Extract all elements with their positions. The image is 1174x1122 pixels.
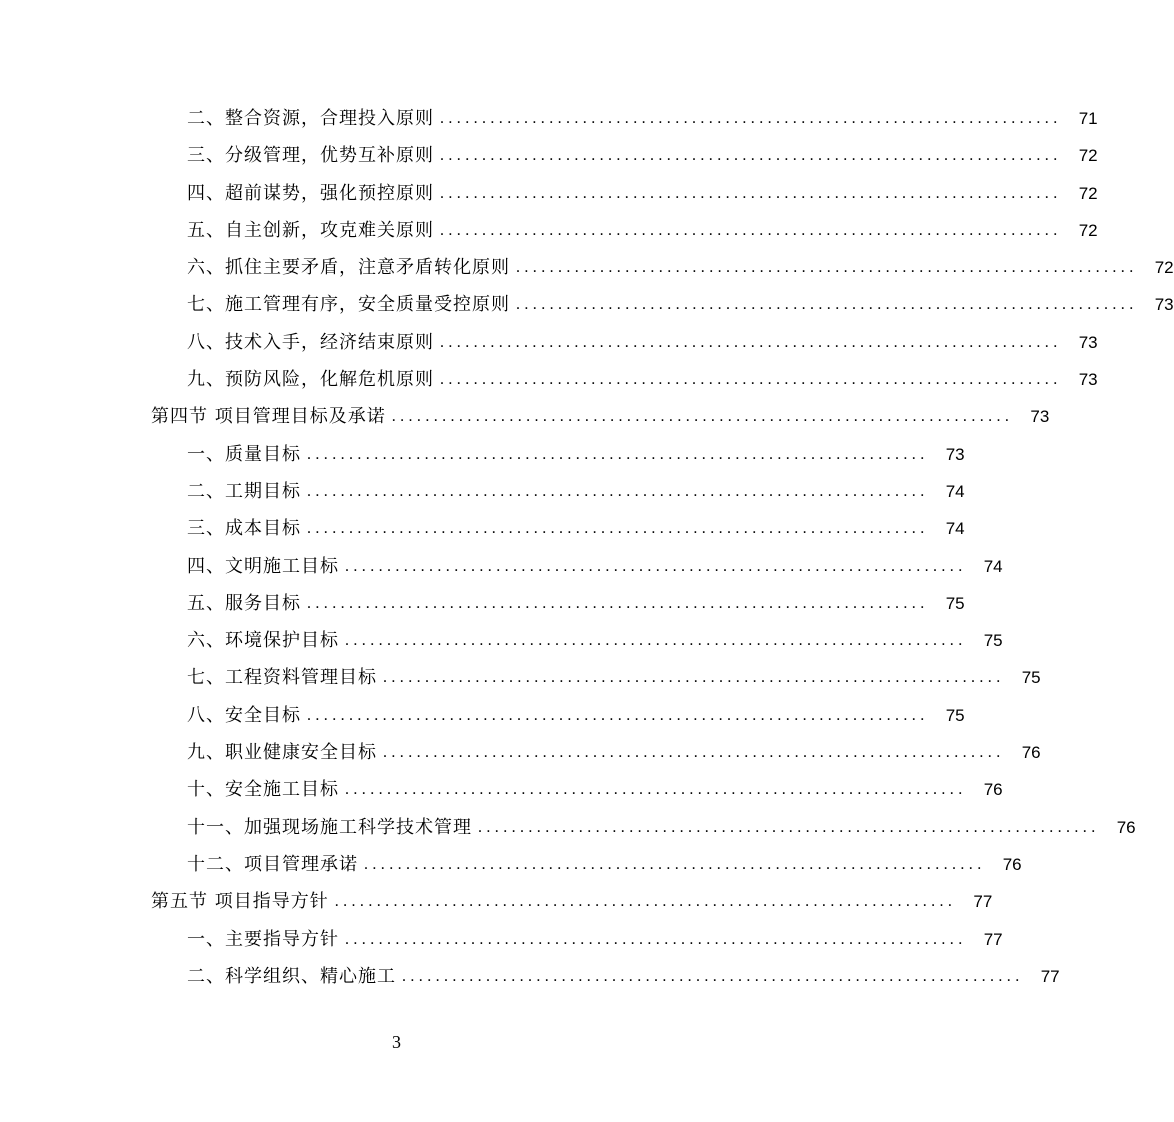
- toc-page-number: 76: [1002, 854, 1022, 874]
- toc-entry[interactable]: [0, 697, 965, 734]
- toc-entry-title: 五、服务目标: [187, 592, 301, 614]
- toc-leader-dots: ..........................................................................: [383, 744, 1005, 762]
- toc-entry[interactable]: [0, 771, 1003, 808]
- toc-entry-title: 二、整合资源，合理投入原则: [187, 108, 434, 129]
- toc-leader-dots: ..........................................................................: [345, 632, 967, 650]
- toc-entry-title: 七、工程资料管理目标: [187, 667, 377, 689]
- toc-entry[interactable]: [0, 324, 1098, 361]
- toc-section-title: 第四节 项目管理目标及承诺: [151, 406, 386, 428]
- toc-entry-title: 六、环境保护目标: [187, 630, 339, 652]
- toc-leader-dots: ..........................................................................: [345, 781, 967, 799]
- toc-leader-dots: ..........................................................................: [307, 706, 929, 724]
- toc-entry-title: 九、职业健康安全目标: [187, 742, 377, 764]
- toc-entry[interactable]: [0, 175, 1098, 212]
- toc-page-number: 73: [945, 444, 965, 464]
- toc-entry[interactable]: [0, 734, 1041, 771]
- toc-entry-title: 二、科学组织、精心施工: [187, 965, 396, 987]
- toc-page-number: 76: [1116, 817, 1136, 837]
- toc-leader-dots: ..........................................................................: [440, 184, 1062, 202]
- toc-page-number: 72: [1078, 146, 1098, 166]
- toc-entry[interactable]: [0, 622, 1003, 659]
- toc-leader-dots: ..........................................................................: [307, 445, 929, 463]
- toc-entry[interactable]: [0, 100, 1098, 137]
- toc-leader-dots: ..........................................................................: [391, 408, 1014, 426]
- toc-page-number: 77: [983, 929, 1003, 949]
- toc-page-number: 73: [1078, 370, 1098, 390]
- toc-entry-title: 二、工期目标: [187, 480, 301, 502]
- toc-entry-title: 六、抓住主要矛盾，注意矛盾转化原则: [187, 257, 510, 279]
- toc-page-number: 75: [945, 593, 965, 613]
- toc-leader-dots: ..........................................................................: [516, 296, 1138, 314]
- toc-entry-title: 九、预防风险，化解危机原则: [187, 369, 434, 391]
- toc-entry-title: 八、安全目标: [187, 704, 301, 726]
- toc-entry[interactable]: [0, 436, 965, 473]
- toc-entry[interactable]: [0, 286, 1174, 323]
- toc-page-number: 74: [945, 519, 965, 539]
- toc-entry-title: 四、超前谋势，强化预控原则: [187, 182, 434, 204]
- toc-leader-dots: ..........................................................................: [383, 669, 1005, 687]
- toc-entry-title: 八、技术入手，经济结束原则: [187, 331, 434, 353]
- toc-leader-dots: ..........................................................................: [440, 333, 1062, 351]
- toc-entry-title: 十二、项目管理承诺: [187, 853, 358, 875]
- toc-section-entry[interactable]: [0, 883, 993, 920]
- page-number-footer: 3: [392, 1032, 401, 1052]
- toc-entry[interactable]: [0, 212, 1098, 249]
- toc-entry-title: 三、成本目标: [187, 518, 301, 540]
- toc-page-number: 76: [983, 780, 1003, 800]
- toc-entry-title: 四、文明施工目标: [187, 555, 339, 577]
- toc-section-entry[interactable]: [0, 398, 1050, 435]
- toc-section-title: 第五节 项目指导方针: [151, 891, 329, 913]
- toc-leader-dots: ..........................................................................: [345, 930, 967, 948]
- toc-entry-title: 十、安全施工目标: [187, 779, 339, 801]
- toc-page-number: 72: [1078, 220, 1098, 240]
- toc-entry-title: 三、分级管理，优势互补原则: [187, 145, 434, 167]
- toc-entry[interactable]: [0, 921, 1003, 958]
- toc-leader-dots: ..........................................................................: [516, 259, 1138, 277]
- toc-entry[interactable]: [0, 510, 965, 547]
- toc-leader-dots: ..........................................................................: [334, 893, 957, 911]
- toc-entry[interactable]: [0, 846, 1022, 883]
- toc-page-number: 75: [1021, 668, 1041, 688]
- toc-leader-dots: ..........................................................................: [364, 855, 986, 873]
- toc-entry[interactable]: [0, 137, 1098, 174]
- toc-page-number: 73: [1154, 295, 1174, 315]
- toc-entry[interactable]: [0, 659, 1041, 696]
- toc-entry-title: 一、主要指导方针: [187, 928, 339, 950]
- toc-entry[interactable]: [0, 249, 1174, 286]
- toc-leader-dots: ..........................................................................: [307, 482, 929, 500]
- toc-entry[interactable]: [0, 958, 1060, 995]
- toc-leader-dots: ..........................................................................: [440, 110, 1062, 127]
- toc-entry[interactable]: [0, 473, 965, 510]
- toc-page-number: 75: [983, 631, 1003, 651]
- toc-entry-title: 七、施工管理有序，安全质量受控原则: [187, 294, 510, 316]
- toc-leader-dots: ..........................................................................: [440, 371, 1062, 389]
- toc-leader-dots: ..........................................................................: [307, 520, 929, 538]
- toc-page-number: 71: [1078, 109, 1098, 128]
- toc-leader-dots: ..........................................................................: [440, 221, 1062, 239]
- toc-leader-dots: ..........................................................................: [402, 967, 1024, 985]
- toc-page-number: 75: [945, 705, 965, 725]
- toc-page-number: 77: [973, 892, 993, 912]
- toc-entry-title: 一、质量目标: [187, 443, 301, 465]
- toc-page-number: 76: [1021, 743, 1041, 763]
- toc-page-number: 73: [1078, 332, 1098, 352]
- toc-page-number: 72: [1078, 183, 1098, 203]
- toc-entry-title: 十一、加强现场施工科学技术管理: [187, 816, 472, 838]
- toc-page-number: 74: [983, 556, 1003, 576]
- toc-leader-dots: ..........................................................................: [307, 594, 929, 612]
- table-of-contents: [0, 100, 1174, 995]
- toc-page-number: 77: [1040, 966, 1060, 986]
- toc-entry[interactable]: [0, 809, 1136, 846]
- toc-entry[interactable]: [0, 361, 1098, 398]
- toc-entry-title: 五、自主创新，攻克难关原则: [187, 219, 434, 241]
- toc-leader-dots: ..........................................................................: [440, 147, 1062, 165]
- toc-entry[interactable]: [0, 548, 1003, 585]
- toc-page-number: 72: [1154, 258, 1174, 278]
- toc-page-number: 74: [945, 481, 965, 501]
- toc-leader-dots: ..........................................................................: [345, 557, 967, 575]
- toc-leader-dots: ..........................................................................: [478, 818, 1100, 836]
- toc-entry[interactable]: [0, 585, 965, 622]
- toc-page-number: 73: [1030, 407, 1050, 427]
